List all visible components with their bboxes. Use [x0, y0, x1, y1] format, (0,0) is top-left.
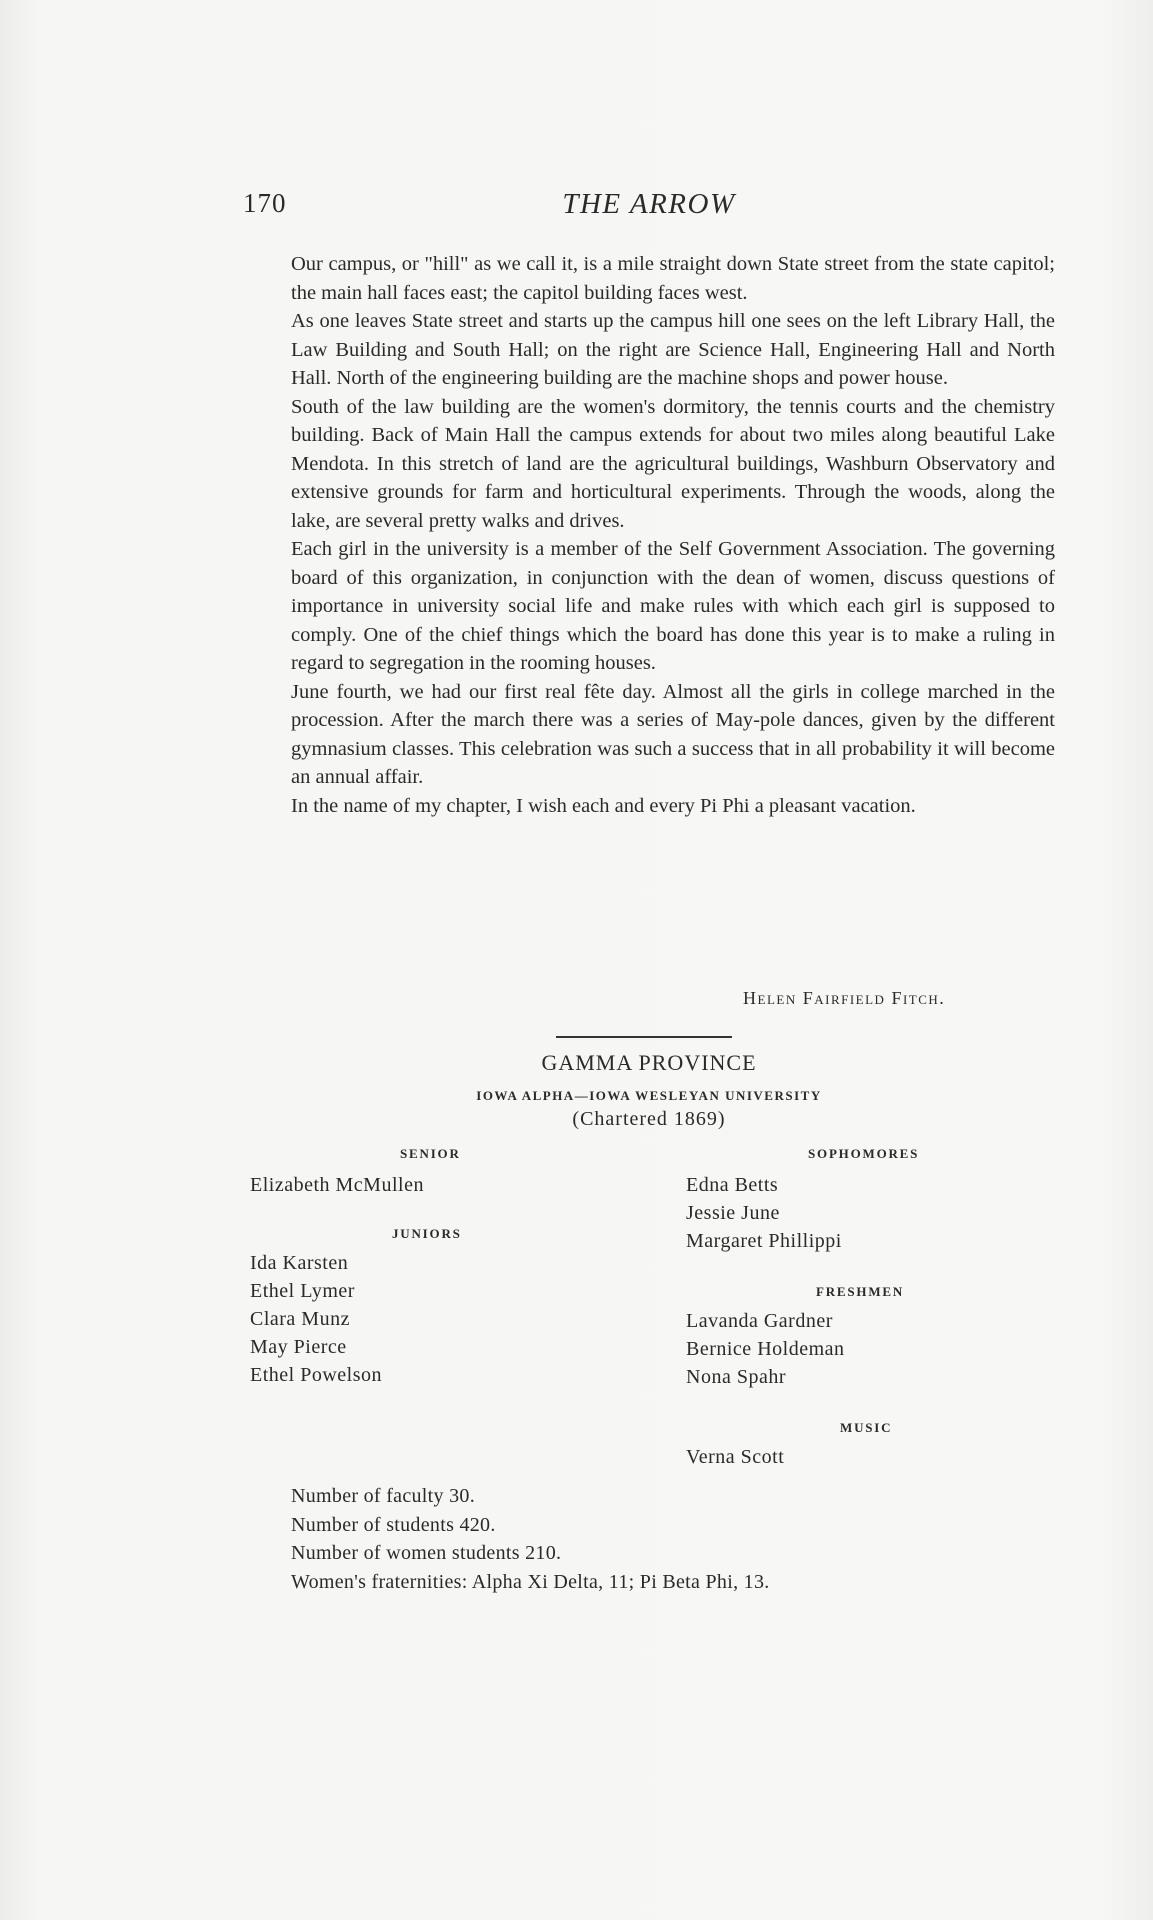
member-name: Clara Munz [250, 1308, 350, 1330]
stat-women-students: Number of women students 210. [291, 1542, 562, 1564]
member-name: Edna Betts [686, 1174, 779, 1196]
member-name: Ida Karsten [250, 1252, 349, 1274]
member-name: Ethel Powelson [250, 1364, 382, 1386]
paragraph: South of the law building are the women's dormitory, the tennis courts and the chemistry building. Back of Main Hall the campus extends for about two miles along beautiful Lake Mendota. In this stretch of land are the agricultural buildings, Washburn Observatory and extensive grounds for farm and horticultural experiments. Through the woods, along the lake, are several pretty walks and drives. [291, 395, 1055, 532]
chartered-line: (Chartered 1869) [572, 1108, 726, 1130]
letter-body [291, 250, 1055, 820]
member-name: Nona Spahr [686, 1366, 786, 1388]
page-number: 170 [243, 188, 287, 218]
stat-students: Number of students 420. [291, 1513, 496, 1536]
chapter-roster [0, 1140, 1153, 1480]
member-name: Margaret Phillippi [686, 1230, 842, 1252]
member-name: May Pierce [250, 1336, 347, 1358]
member-name: Lavanda Gardner [686, 1310, 833, 1332]
class-heading-freshmen: FRESHMEN [816, 1284, 905, 1299]
member-name: Verna Scott [686, 1446, 785, 1468]
section-divider [556, 1036, 732, 1038]
member-name: Ethel Lymer [250, 1280, 355, 1302]
paragraph: As one leaves State street and starts up the campus hill one sees on the left Library Hall, the Law Building and South Hall; on the right are Science Hall, Engineering Hall and North Hall. North of the engineering building are the machine shops and power house. [291, 310, 1055, 389]
class-heading-juniors: JUNIORS [392, 1226, 462, 1241]
signature: Helen Fairfield Fitch. [743, 988, 946, 1008]
stat-faculty: Number of faculty 30. [291, 1485, 476, 1507]
class-heading-sophomores: SOPHOMORES [808, 1146, 920, 1161]
paragraph: June fourth, we had our first real fête day. Almost all the girls in college marched in the procession. After the march there was a series of May-pole dances, given by the different gymnasium classes. This celebration was such a success that in all probability it will become an annual affair. [291, 680, 1055, 788]
member-name: Jessie June [686, 1202, 780, 1224]
paragraph: Each girl in the university is a member of the Self Government Association. The governing board of this organization, in conjunction with the dean of women, discuss questions of importance in university social life and make rules with which each girl is supposed to comply. One of the chief things which the board has done this year is to make a ruling in regard to segregation in the rooming houses. [291, 538, 1055, 674]
paragraph: In the name of my chapter, I wish each and every Pi Phi a pleasant vacation. [291, 794, 916, 817]
class-heading-music: MUSIC [840, 1420, 893, 1435]
member-name: Bernice Holdeman [686, 1338, 845, 1360]
stat-womens-fraternities: Women's fraternities: Alpha Xi Delta, 11; Pi Beta Phi, 13. [291, 1570, 770, 1593]
page-header [243, 188, 1055, 228]
class-heading-senior: SENIOR [400, 1146, 461, 1161]
chapter-statistics [291, 1482, 1051, 1596]
running-title: THE ARROW [562, 188, 736, 220]
province-heading: GAMMA PROVINCE [541, 1050, 757, 1075]
chapter-heading: IOWA ALPHA—IOWA WESLEYAN UNIVERSITY [476, 1088, 822, 1103]
member-name: Elizabeth McMullen [250, 1174, 424, 1196]
paragraph: Our campus, or "hill" as we call it, is a mile straight down State street from the state capitol; the main hall faces east; the capitol building faces west. [291, 253, 1055, 304]
